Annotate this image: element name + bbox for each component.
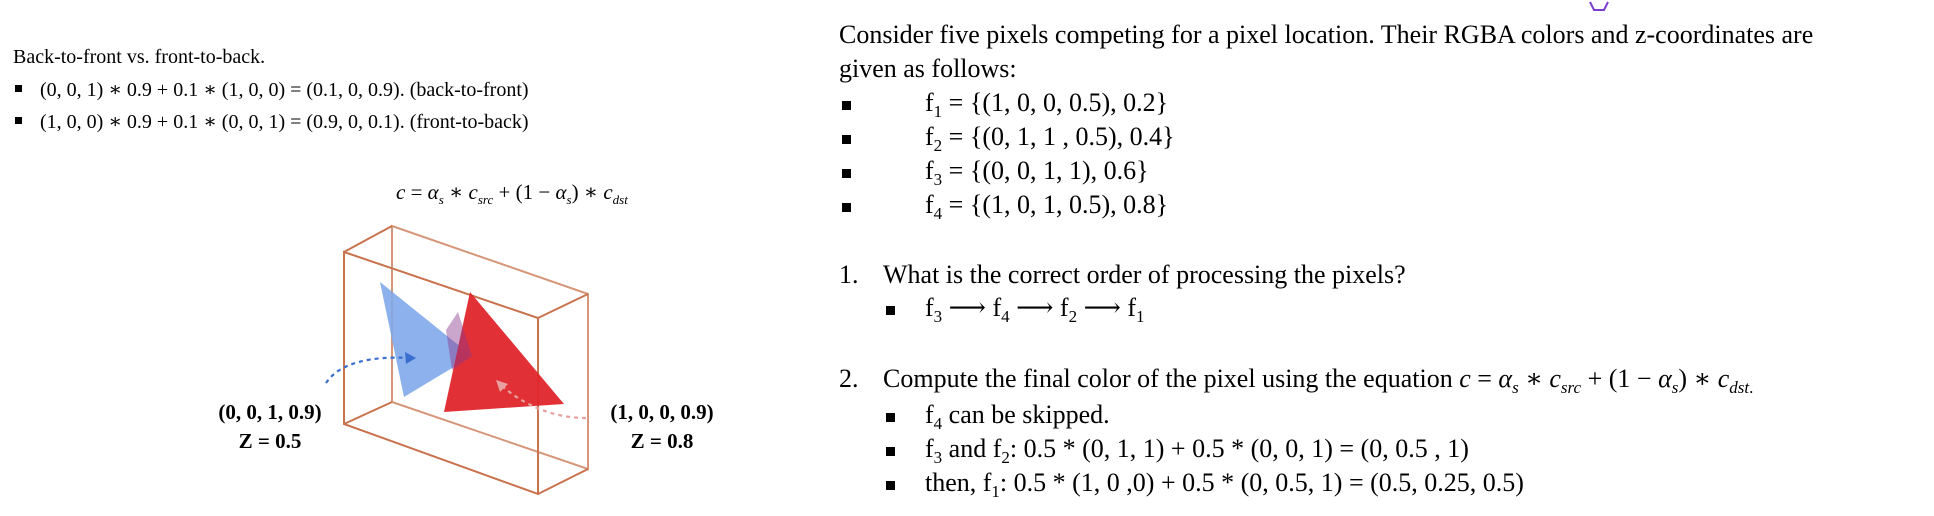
bullet-marker: [886, 413, 895, 422]
question-1-text: What is the correct order of processing the pixels?: [883, 260, 1406, 289]
left-bullet-1: (0, 0, 1) ∗ 0.9 + 0.1 ∗ (1, 0, 0) = (0.1, 0, 0.9). (back-to-front): [40, 79, 529, 101]
bullet-marker: [842, 203, 851, 212]
bullet-marker: [842, 169, 851, 178]
bullet-marker: [842, 135, 851, 144]
blend-equation: $c = \alpha_s$ ∗ $c_{src} + (1 - \alpha_s)$ ∗ $c_{dst}$: [396, 180, 628, 208]
pixel-f3: $f_3 = \{(0$, 0, 1, 1), 0.6}: [925, 156, 1149, 190]
question-2-text: Compute the final color of the pixel using the equation $c = \alpha_s$ ∗ $c_{src} + (1 - \alpha_s)$ ∗ $c_{dst.}$: [883, 364, 1754, 398]
left-bullet-2: (1, 0, 0) ∗ 0.9 + 0.1 ∗ (0, 0, 1) = (0.9, 0, 0.1). (front-to-back): [40, 111, 529, 133]
intro-line-1: Consider five pixels competing for a pixel location. Their RGBA colors and z-coordinates are: [839, 20, 1814, 49]
q2-answer-2: $f_3$ and $f_2$: 0.5 * (0, 1, 1) + 0.5 * (0, 0, 1) = (0, 0.5 , 1): [925, 434, 1469, 468]
label-blue-triangle: (0, 0, 1, 0.9) Z = 0.5: [218, 400, 322, 453]
bullet-marker: [886, 447, 895, 456]
pixel-f1: $f_1 = \{(1$, 0, 0, 0.5), 0.2}: [925, 88, 1169, 122]
bullet-marker: [842, 101, 851, 110]
q2-answer-3: then, $f_1$: 0.5 * (1, 0 ,0) + 0.5 * (0, 0.5, 1) = (0.5, 0.25, 0.5): [925, 468, 1524, 502]
question-1-answer: $f_3$ ⟶ $f_4$ ⟶ $f_2$ ⟶ $f_1$: [925, 293, 1145, 327]
pixel-f4: $f_4 = \{(1$, 0, 1, 0.5), 0.8}: [925, 190, 1169, 224]
left-heading: Back-to-front vs. front-to-back.: [13, 46, 266, 68]
pixel-f2: $f_2 = \{(0$, 1, 1 , 0.5), 0.4}: [925, 122, 1175, 156]
question-1-number: 1.: [839, 260, 859, 289]
intro-line-2: given as follows:: [839, 54, 1017, 83]
q2-answer-1: $f_4$ can be skipped.: [925, 400, 1110, 434]
question-2-number: 2.: [839, 364, 859, 393]
label-red-triangle: (1, 0, 0, 0.9) Z = 0.8: [610, 400, 714, 453]
annotation-mark-icon: [1588, 0, 1612, 14]
bullet-marker: [886, 481, 895, 490]
bullet-marker: [886, 306, 895, 315]
